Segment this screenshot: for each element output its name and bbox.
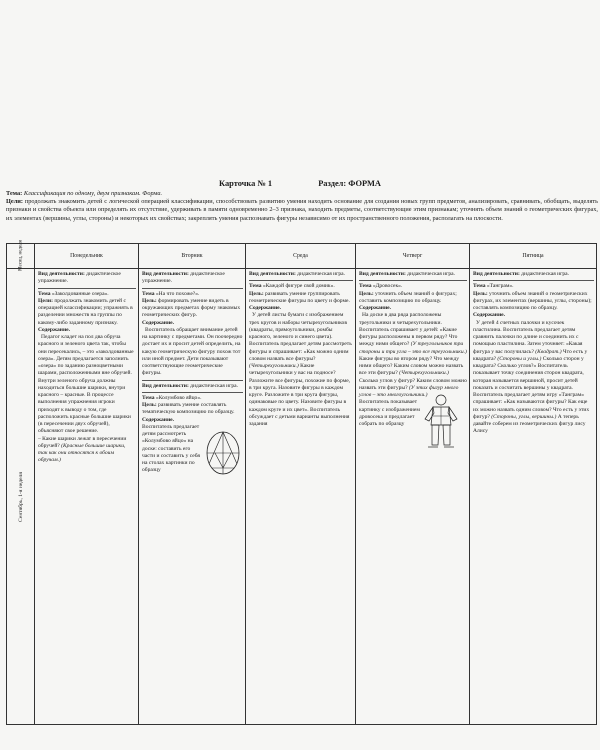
fri-question-3: Сколько сторон у квадрата? Сколько углов?» Воспитатель показывает точку соединения сторон квадрата, которая называется вершиной, просит детей показать и сосчитать вершины у квадрата. Воспитатель предлагает детям игру «Танграм» спрашивает: «Как называются фигуры? Как еще их можно назвать одним словом? Что есть у этих фигур? <box>473 355 590 420</box>
tue-tema-text: «На что похоже?». <box>154 290 200 297</box>
tue-cel2-text: развивать умение составлять тематическую композицию по образцу. <box>142 402 235 416</box>
plan-table <box>6 240 597 725</box>
tue-tema2-text: «Колумбово яйцо». <box>154 394 202 401</box>
fri-tema-text: «Танграм». <box>485 283 514 290</box>
fri-vid-text: дидактическая игра. <box>519 271 570 277</box>
day-header-monday: Понедельник <box>35 244 139 269</box>
mon-answer: (Красные большие шарики, так как они относятся к обоим обручам.) <box>38 442 126 464</box>
wed-tema-text: «Каждой фигуре свой домик». <box>261 283 335 290</box>
intro-celi-label: Цели: <box>6 198 23 206</box>
tue-vid-label: Вид деятельности: <box>142 271 189 277</box>
fri-answer-3: (Стороны, углы, вершины.) <box>491 413 557 420</box>
thu-vid-text: дидактическая игра. <box>405 271 456 277</box>
woodcutter-picture <box>423 393 459 451</box>
friday-cell <box>470 269 597 725</box>
day-header-wednesday: Среда <box>246 244 356 269</box>
tue-vid2-label: Вид деятельности: <box>142 382 189 389</box>
fri-cel-text: уточнить объем знаний о геометрических фигурах, их элементах (вершины, углы, стороны); составлять композицию по образцу. <box>473 290 592 311</box>
thu-vid-label: Вид деятельности: <box>359 271 406 277</box>
fri-sod-text: У детей 4 счетных палочки и кусочек пластилина. Воспитатель предлагает детям сравнить палочки по длине и соединить их с помощью пластилина. Затем уточняет: «Какая фигура у вас получилась? <box>473 319 583 355</box>
tue-sod-text: Воспитатель обращает внимание детей на картинку с предметами. Он поочередно достает их и просит детей определить, на какую геометрическую фигуру похож тот или иной предмет. Дети показывают соответствующие геометрические фигуры. <box>142 326 243 377</box>
thu-tema-label: Тема <box>359 283 372 290</box>
tue-cel-label: Цель: <box>142 297 157 304</box>
thu-tema-text: «Дровосек». <box>371 283 403 290</box>
thu-question-4: Воспитатель показывает картинку с изображением дровосека и предлагает собрать по образцу <box>359 399 420 427</box>
section-title: Раздел: ФОРМА <box>318 179 381 188</box>
thu-cel-label: Цель: <box>359 290 374 297</box>
wed-vid-text: дидактическая игра. <box>295 271 346 277</box>
tue-cel2-label: Цель: <box>142 402 157 408</box>
fri-answer-1: (Квадрат.) <box>535 348 562 355</box>
fri-cel-label: Цель: <box>473 290 488 297</box>
intro-tema-label: Тема: <box>6 190 23 197</box>
tue-cel-text: формировать умение видеть в окружающих предметах форму знакомых геометрических фигур. <box>142 297 241 319</box>
wed-question-2: Какие четырехугольники у вас на подносе? Разложите все фигуры, похожие по форме, в три круга. Назовите фигуры в каждом круге. Разложите в три круга фигуры, одинаковые по цвету. Назовите фигуры в каждом круге и их цвет». Воспитатель обсуждает с детьми варианты выполнения задания <box>249 363 351 427</box>
day-header-friday: Пятница <box>470 244 597 269</box>
thursday-cell <box>356 269 470 725</box>
wed-sod-text: У детей листы бумаги с изображением трех кругов и наборы четырехугольников (квадраты, прямоугольники, ромбы красного, зеленого и синего цвета). Воспитатель предлагает детям рассмотреть фигуры и спрашивает: «Как можно одним словом назвать все фигуры? <box>249 312 352 362</box>
intro-celi-text: продолжать знакомить детей с логической операцией классификации, способствовать развитию умения находить основание для создания новых групп предметов, анализировать, сравнивать, обобщать, выделять признаки и свойства объекта или определять их отсутствие, удерживать в памяти одновременно 2–3 признака, находить предметы, соответствующие этим признакам; уточнять объем знаний о геометрических фигурах, их элементах (вершины, углы, стороны) и некоторых их свойствах; закреплять умения распознавать фигуры независимо от их пространственного положения, располагать на плоскости. <box>6 198 598 222</box>
thu-sod-text: На доске в два ряда расположены треугольники и четырехугольники. Воспитатель спрашивает у детей: «Какие фигуры расположены в первом ряду? Что между ними общего? <box>359 312 458 348</box>
thu-cel-text: уточнить объем знаний о фигурах; составить композицию по образцу. <box>359 290 457 304</box>
wed-tema-label: Тема <box>249 283 262 290</box>
thu-answer-2: (Четырехугольники.) <box>399 370 449 377</box>
tue-tema-label: Тема <box>142 290 155 297</box>
fri-tema-label: Тема <box>473 283 486 290</box>
fri-question-4: А теперь давайте соберем из геометрических фигур лису Алису <box>473 413 586 435</box>
thu-answer-1: (У треугольников три стороны и три угла – это все треугольники.) <box>359 341 467 355</box>
day-header-thursday: Четверг <box>356 244 470 269</box>
wed-answer-1: (Четырехугольники.) <box>249 363 299 369</box>
table-row <box>7 269 597 725</box>
intro-tema-text: Классификация по одному, двум признакам. Форма. <box>22 190 163 197</box>
mon-tema-label: Тема <box>38 290 51 297</box>
wed-cel-text: развивать умение группировать геометрические фигуры по цвету и форме. <box>249 290 350 304</box>
side-cell <box>7 269 35 725</box>
wed-cel-label: Цель: <box>249 290 264 297</box>
columbus-egg-picture <box>203 426 243 476</box>
card-number: Карточка № 1 <box>219 179 273 188</box>
mon-sod-text: Педагог кладет на пол два обруча красного и зеленого цвета так, чтобы они пересекались, – это «заколдованные озера». Детям предлагается заполнить «озера» по заданию разноцветными шарами, расположенными вне обручей. Внутри зеленого обруча должны находиться большие шарики, внутри красного – красные. В процессе выполнения упражнения игроки приходят к выводу о том, где расположить красные большие шарики (в пересечении двух обручей), объясняют свое решение. <box>38 334 134 435</box>
thu-answer-3: (У этих фигур много углов – это многоугольники.) <box>359 384 459 398</box>
day-header-tuesday: Вторник <box>139 244 246 269</box>
table-header-row <box>7 244 597 269</box>
side-header-text: Месяц, неделя <box>18 240 23 271</box>
wednesday-cell <box>246 269 356 725</box>
card-header <box>0 179 600 188</box>
monday-cell <box>35 269 139 725</box>
fri-answer-2: (Стороны и углы.) <box>497 355 542 362</box>
mon-question: – Какие шарики лежат в пересечении обручей? <box>38 435 127 449</box>
fri-vid-label: Вид деятельности: <box>473 271 520 277</box>
intro-paragraph <box>6 190 598 223</box>
mon-celi-label: Цели: <box>38 297 53 304</box>
side-header <box>7 240 35 271</box>
tue-sod-label: Содержание. <box>142 319 175 326</box>
wed-sod-label: Содержание. <box>249 305 282 311</box>
thu-question-3: Сколько углов у фигур? Каким словом можно назвать эти фигуры? <box>359 377 467 391</box>
fri-question-2: Что есть у квадрата? <box>473 348 588 362</box>
tuesday-cell <box>139 269 246 725</box>
tue-sod2-label: Содержание. <box>142 416 175 423</box>
thu-question-2: Какие фигуры во втором ряду? Что между ними общего? Каким словом можно назвать все эти фигуры? <box>359 355 464 377</box>
wed-vid-label: Вид деятельности: <box>249 271 296 277</box>
tue-sod2-text: Воспитатель предлагает детям рассмотреть «Колумбово яйцо» на доске: составить его части и составить у себя на столах картинки по образцу <box>142 423 200 474</box>
mon-tema-text: «Заколдованные озера». <box>50 290 109 297</box>
month-week: Сентябрь, 1-я неделя <box>17 471 24 522</box>
thu-sod-label: Содержание. <box>359 305 392 311</box>
fri-sod-label: Содержание. <box>473 312 506 319</box>
mon-vid-text: дидактическое упражнение. <box>38 271 121 285</box>
tue-vid2-text: дидактическая игра. <box>188 382 239 389</box>
tue-vid-text: дидактическое упражнение. <box>142 271 225 285</box>
tue-tema2-label: Тема <box>142 394 155 401</box>
mon-celi-text: продолжать знакомить детей с операцией классификации; упражнять в разделении множеств на группы по какому-либо заданному признаку. <box>38 297 133 326</box>
mon-sod-label: Содержание. <box>38 326 71 333</box>
mon-vid-label: Вид деятельности: <box>38 271 85 277</box>
